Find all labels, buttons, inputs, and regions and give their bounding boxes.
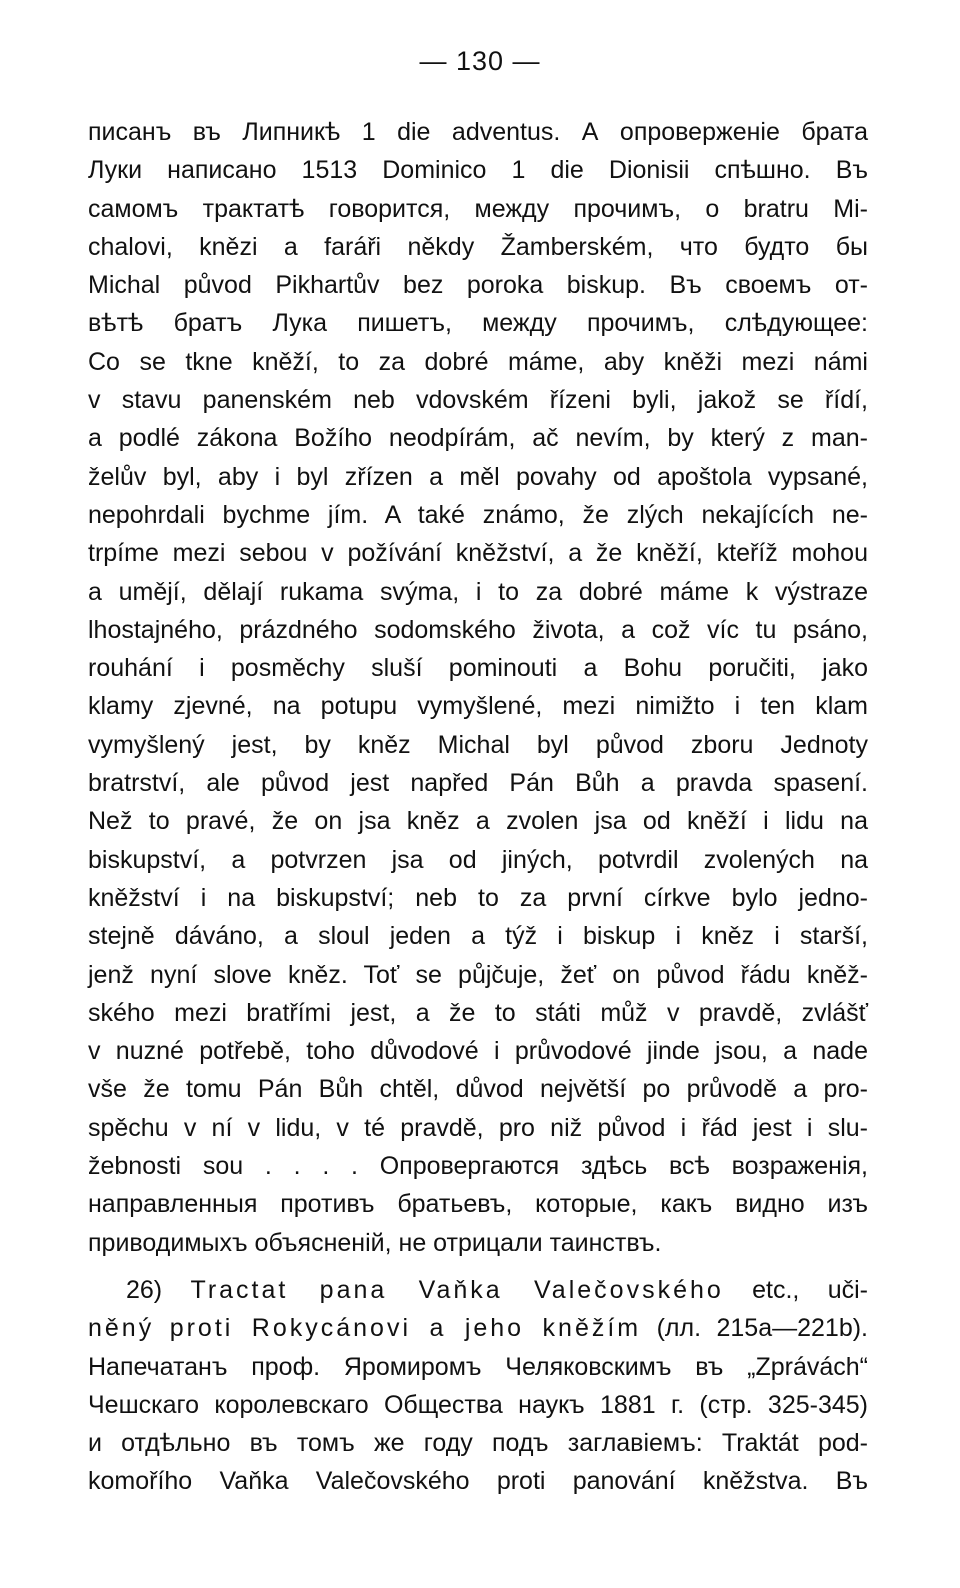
text-line: Напечатанъ проф. Яромиромъ Челяковскимъ въ „Zprávách“ <box>88 1352 868 1381</box>
text-line: lhostajného, prázdného sodomského života, a což víc tu psáno, <box>88 615 868 644</box>
text-line: Co se tkne kněží, to za dobré máme, aby kněži mezi námi <box>88 347 868 376</box>
text-line: vymyšlený jest, by kněz Michal byl původ zboru Jednoty <box>88 730 868 759</box>
text-line: ského mezi bratřími jest, a že to státi můž v pravdě, zvlášť <box>88 998 868 1027</box>
text-line: klamy zjevné, na potupu vymyšlené, mezi nimižto i ten klam <box>88 692 868 721</box>
text-line: trpíme mezi sebou v požívání kněžství, a že kněží, kteříž mohou <box>88 539 868 568</box>
section-title-head: něný <box>88 1314 155 1343</box>
section-number: 26) <box>126 1275 163 1304</box>
text-line: kněžství i na biskupství; neb to za první církve bylo jedno- <box>88 883 868 912</box>
text-line: spěchu v ní v lidu, v té pravdě, pro niž původ i řád jest i slu- <box>88 1113 868 1142</box>
text-line: v nuzné potřebě, toho důvodové i průvodové jinde jsou, a nade <box>88 1037 868 1066</box>
text-line: nepohrdali bychme jím. A také známo, že zlých nekajících ne- <box>88 500 868 529</box>
text-line: chalovi, knězi a faráři někdy Žamberském, что будто бы <box>88 232 868 261</box>
paragraph-2 <box>88 1271 868 1501</box>
text-line: Michal původ Pikhartův bez poroka biskup. Въ своемъ от- <box>88 271 868 300</box>
text-line: Луки написано 1513 Dominico 1 die Dionisii спѣшно. Въ <box>88 156 868 185</box>
text-line: направленныя противъ братьевъ, которые, какъ видно изъ <box>88 1190 868 1219</box>
text-line: rouhání i posměchy sluší pominouti a Bohu poručiti, jako <box>88 654 868 683</box>
text-line: a umějí, dělají rukama svýma, i to za dobré máme k výstraze <box>88 577 868 606</box>
text-line: bratrství, ale původ jest napřed Pán Bůh a pravda spasení. <box>88 769 868 798</box>
text-line: самомъ трактатѣ говорится, между прочимъ, о bratru Mi- <box>88 194 868 223</box>
text-line: želův byl, aby i byl zřízen a měl povahy od apoštola vypsané, <box>88 462 868 491</box>
section-title: Tractat pana Vaňka Valečovského <box>190 1275 724 1304</box>
text-line: вѣтѣ братъ Лука пишетъ, между прочимъ, слѣдующее: <box>88 309 868 338</box>
body-text <box>88 113 868 1501</box>
page-number: — 130 — <box>419 46 541 76</box>
text-line: komořího Vaňka Valečovského proti panování kněžstva. Въ <box>88 1467 868 1496</box>
section-title-continued: proti Rokycánovi a jeho kněžím <box>169 1314 642 1343</box>
text-line: Než to pravé, že on jsa kněz a zvolen jsa od kněží i lidu na <box>88 807 868 836</box>
text-line: и отдѣльно въ томъ же году подъ заглавіемъ: Traktát pod- <box>88 1429 868 1458</box>
text-line: Чешскаго королевскаго Общества наукъ 1881 г. (стр. 325-345) <box>88 1390 868 1419</box>
text-line: stejně dáváno, a sloul jeden a týž i biskup i kněz i starší, <box>88 922 868 951</box>
paragraph-2-heading-line-1 <box>88 1271 868 1309</box>
text-line: v stavu panenském neb vdovském řízeni byli, jakož se řídí, <box>88 386 868 415</box>
section-title-tail: etc., uči- <box>752 1275 868 1304</box>
text-line: vše že tomu Pán Bůh chtěl, důvod největší po průvodě a pro- <box>88 1075 868 1104</box>
paragraph-1 <box>88 113 868 1262</box>
text-line: приводимыхъ объясненій, не отрицали таинствъ. <box>88 1228 662 1257</box>
text-line: a podlé zákona Božího neodpírám, ač nevím, by který z man- <box>88 424 868 453</box>
text-line: biskupství, a potvrzen jsa od jiných, potvrdil zvolených na <box>88 845 868 874</box>
text-line: žebnosti sou . . . . Опровергаются здѣсь всѣ возраженія, <box>88 1152 868 1181</box>
text-line: jenž nyní slove kněz. Toť se půjčuje, žeť on původ řádu kněž- <box>88 960 868 989</box>
paragraph-2-heading-line-2 <box>88 1309 868 1347</box>
text-line: писанъ въ Липникѣ 1 die adventus. А опровержeніе брата <box>88 118 868 146</box>
section-folio-range: (лл. 215a—221b). <box>656 1314 868 1343</box>
